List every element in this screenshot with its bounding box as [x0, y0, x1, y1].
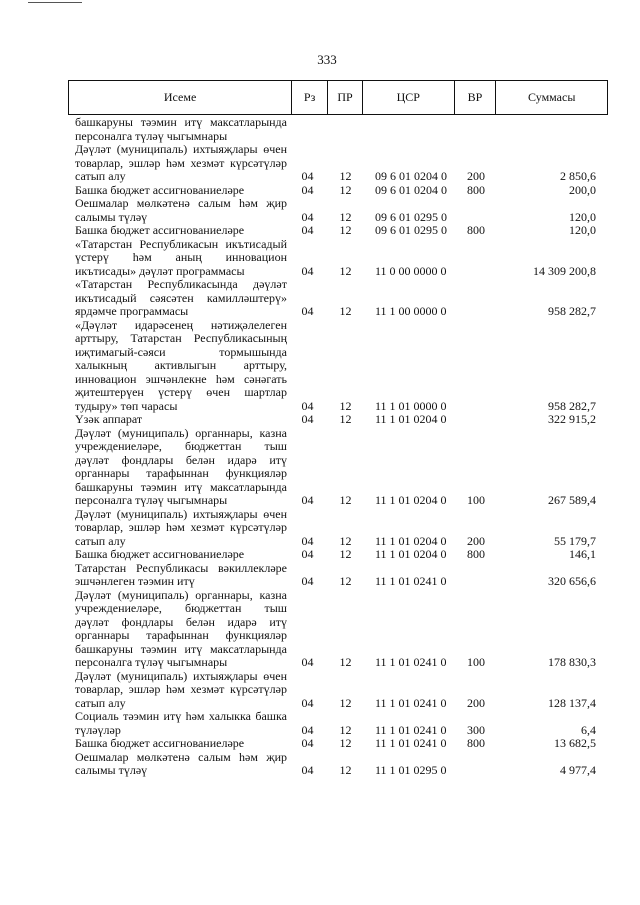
row-name-line: персоналга түләү чыгымнары: [75, 655, 228, 669]
table-row: [68, 670, 608, 711]
row-name-cell: [68, 413, 292, 427]
row-name-line: тудыру» төп чарасы: [75, 398, 178, 413]
row-name-line: «Татарстан Республикасын икътисадый: [75, 236, 287, 251]
row-name-line: Башка бюджет ассигнованиеләре: [75, 547, 245, 561]
row-rz-cell: 04: [301, 574, 314, 588]
row-csr-cell: 11 1 01 0241 0: [375, 695, 447, 710]
row-name-line: товарлар, эшләр һәм хезмәт күрсәтүләр: [75, 682, 287, 696]
row-pr-cell: 12: [339, 412, 352, 426]
row-pr-cell: 12: [339, 655, 352, 669]
row-sum-cell: 14 309 200,8: [533, 263, 596, 278]
row-name-line: башкаруны тәэмин итү максатларында: [75, 479, 287, 494]
row-name-line: җитештерүен үстерү өчен шартлар: [75, 385, 287, 399]
header-pr: ПР: [328, 81, 363, 114]
row-rz-cell: 04: [301, 223, 314, 237]
row-pr-cell: 12: [339, 169, 352, 183]
row-vr-cell: 800: [467, 182, 485, 197]
row-vr-cell: 200: [467, 169, 485, 183]
row-name-line: Социаль тәэмин итү һәм халыкка башка: [75, 709, 287, 723]
row-sum-cell: 178 830,3: [548, 655, 596, 669]
row-pr-cell: 12: [339, 695, 352, 710]
row-vr-cell: [455, 764, 497, 778]
row-rz-cell: 04: [301, 493, 314, 507]
row-csr-cell: 11 1 01 0295 0: [375, 763, 447, 777]
row-pr-cell: 12: [339, 574, 352, 588]
row-vr-cell: 100: [467, 493, 485, 507]
row-pr-cell: [328, 130, 363, 144]
row-name-line: товарлар, эшләр һәм хезмәт күрсәтүләр: [75, 155, 287, 170]
row-name-cell: [68, 224, 292, 238]
row-sum-cell: 128 137,4: [548, 695, 596, 710]
table-body: [68, 116, 608, 778]
row-name-cell: [68, 278, 292, 319]
row-pr-cell: 12: [339, 533, 352, 548]
table-row: [68, 562, 608, 589]
row-name-line: түләүләр: [75, 722, 121, 737]
row-name-cell: [68, 751, 292, 778]
row-vr-cell: 300: [467, 722, 485, 737]
row-name-cell: [68, 737, 292, 751]
row-sum-cell: 320 656,6: [548, 574, 596, 588]
row-name-line: Башка бюджет ассигнованиеләре: [75, 182, 245, 197]
row-vr-cell: [455, 400, 497, 414]
row-pr-cell: 12: [339, 209, 352, 224]
row-csr-cell: 09 6 01 0295 0: [375, 209, 447, 224]
row-name-line: инновацион эшчәнлекне һәм сәнәгать: [75, 371, 287, 386]
row-name-line: Үзәк аппарат: [75, 412, 143, 426]
row-csr-cell: 11 1 01 0241 0: [375, 736, 447, 750]
row-name-line: Дәүләт (муниципаль) ихтыяҗлары өчен: [75, 506, 287, 521]
table-row: [68, 589, 608, 670]
table-row: [68, 238, 608, 279]
row-rz-cell: 04: [301, 169, 314, 183]
row-name-line: Татарстан Республикасы вәкиллекләре: [75, 560, 287, 575]
row-name-line: сатып алу: [75, 533, 126, 548]
row-name-line: Башка бюджет ассигнованиеләре: [75, 223, 245, 237]
row-pr-cell: 12: [339, 398, 352, 413]
page-number: 333: [317, 52, 337, 67]
row-rz-cell: 04: [301, 722, 314, 737]
row-name-cell: [68, 589, 292, 670]
row-csr-cell: 09 6 01 0204 0: [375, 169, 447, 183]
row-name-cell: [68, 116, 292, 143]
row-name-line: икътисады» дәүләт программасы: [75, 263, 245, 278]
row-csr-cell: 11 1 01 0000 0: [375, 398, 447, 413]
row-name-line: икътисадый сәясәтен камилләштерү»: [75, 290, 287, 305]
row-sum-cell: 200,0: [569, 182, 596, 197]
row-name-cell: [68, 184, 292, 198]
row-csr-cell: 11 1 01 0241 0: [375, 574, 447, 588]
table-row: [68, 319, 608, 414]
table-row: [68, 710, 608, 737]
row-pr-cell: 12: [339, 182, 352, 197]
row-name-cell: [68, 670, 292, 711]
row-csr-cell: 11 1 01 0204 0: [375, 412, 447, 426]
row-vr-cell: [455, 265, 497, 279]
row-pr-cell: 12: [339, 263, 352, 278]
row-sum-cell: [497, 130, 608, 144]
row-sum-cell: 13 682,5: [554, 736, 596, 750]
row-name-line: Дәүләт (муниципаль) органнары, казна: [75, 587, 287, 602]
row-sum-cell: 120,0: [569, 223, 596, 237]
row-name-line: учреждениеләре, бюджеттан тыш: [75, 439, 287, 453]
row-rz-cell: 04: [301, 655, 314, 669]
row-pr-cell: 12: [339, 304, 352, 318]
row-sum-cell: 2 850,6: [560, 169, 596, 183]
row-name-cell: [68, 562, 292, 589]
row-name-line: органнары тарафыннан функцияләр: [75, 466, 287, 480]
row-rz-cell: 04: [301, 533, 314, 548]
row-csr-cell: 09 6 01 0295 0: [375, 223, 447, 237]
table-row: [68, 413, 608, 427]
row-sum-cell: 146,1: [569, 547, 596, 561]
header-rz: Рз: [292, 81, 328, 114]
row-name-line: Башка бюджет ассигнованиеләре: [75, 736, 245, 750]
row-name-line: иҗтимагый-сәяси тормышында: [75, 344, 287, 359]
row-name-line: персоналга түләү чыгымнары: [75, 493, 228, 507]
row-sum-cell: 6,4: [581, 722, 596, 737]
row-name-line: башкаруны тәэмин итү максатларында: [75, 115, 287, 129]
row-vr-cell: [455, 413, 497, 427]
row-csr-cell: 11 0 00 0000 0: [375, 263, 447, 278]
row-rz-cell: 04: [301, 304, 314, 318]
row-name-line: дәүләт фондлары белән идарә итү: [75, 614, 287, 629]
table-row: [68, 427, 608, 508]
row-name-cell: [68, 508, 292, 549]
row-pr-cell: 12: [339, 722, 352, 737]
row-csr-cell: 11 1 01 0204 0: [375, 493, 447, 507]
row-name-line: «Татарстан Республикасында дәүләт: [75, 277, 287, 291]
row-name-line: Дәүләт (муниципаль) ихтыяҗлары өчен: [75, 142, 287, 156]
row-rz-cell: 04: [301, 695, 314, 710]
row-name-line: башкаруны тәэмин итү максатларында: [75, 641, 287, 656]
table-row: [68, 751, 608, 778]
row-name-line: персоналга түләү чыгымнары: [75, 128, 228, 143]
row-name-line: эшчәнлеген тәэмин итү: [75, 574, 195, 588]
row-name-line: үстерү һәм аның инновацион: [75, 250, 287, 264]
table-row: [68, 143, 608, 184]
row-pr-cell: 12: [339, 493, 352, 507]
table-row: [68, 197, 608, 224]
row-sum-cell: 322 915,2: [548, 412, 596, 426]
row-name-line: учреждениеләре, бюджеттан тыш: [75, 601, 287, 615]
row-name-cell: [68, 548, 292, 562]
row-vr-cell: [455, 575, 497, 589]
row-name-line: салымы түләү: [75, 763, 148, 777]
row-name-line: Дәүләт (муниципаль) ихтыяҗлары өчен: [75, 668, 287, 683]
row-vr-cell: 800: [467, 736, 485, 750]
row-name-line: Оешмалар мөлкәтенә салым һәм җир: [75, 749, 287, 764]
row-csr-cell: [363, 130, 455, 144]
row-sum-cell: 267 589,4: [548, 493, 596, 507]
row-name-line: Оешмалар мөлкәтенә салым һәм җир: [75, 196, 287, 210]
row-csr-cell: 11 1 01 0241 0: [375, 722, 447, 737]
row-vr-cell: 200: [467, 695, 485, 710]
row-name-cell: [68, 710, 292, 737]
row-name-line: Дәүләт (муниципаль) органнары, казна: [75, 425, 287, 440]
row-rz-cell: 04: [301, 209, 314, 224]
row-rz-cell: 04: [301, 547, 314, 561]
row-name-line: дәүләт фондлары белән идарә итү: [75, 452, 287, 467]
row-rz-cell: 04: [301, 263, 314, 278]
row-vr-cell: 200: [467, 533, 485, 548]
row-sum-cell: 55 179,7: [554, 533, 596, 548]
row-name-line: сатып алу: [75, 695, 126, 710]
row-name-line: арттыру, Татарстан Республикасының: [75, 331, 287, 345]
row-name-cell: [68, 319, 292, 414]
table-header: [68, 80, 608, 115]
row-sum-cell: 958 282,7: [548, 304, 596, 318]
table-row: [68, 508, 608, 549]
row-name-line: «Дәүләт идарәсенең нәтиҗәлелеген: [75, 317, 287, 332]
row-name-line: салымы түләү: [75, 209, 148, 224]
row-name-line: ярдәмче программасы: [75, 304, 189, 318]
header-csr: ЦСР: [363, 81, 455, 114]
row-rz-cell: 04: [301, 398, 314, 413]
row-sum-cell: 958 282,7: [548, 398, 596, 413]
row-name-cell: [68, 238, 292, 279]
table-row: [68, 224, 608, 238]
row-vr-cell: 800: [467, 547, 485, 561]
row-vr-cell: 100: [467, 655, 485, 669]
row-sum-cell: 4 977,4: [560, 763, 596, 777]
row-vr-cell: [455, 130, 497, 144]
row-pr-cell: 12: [339, 736, 352, 750]
row-name-cell: [68, 197, 292, 224]
row-name-line: сатып алу: [75, 169, 126, 183]
header-vr: ВР: [455, 81, 497, 114]
row-vr-cell: [455, 305, 497, 319]
row-name-line: товарлар, эшләр һәм хезмәт күрсәтүләр: [75, 520, 287, 534]
row-vr-cell: 800: [467, 223, 485, 237]
table-row: [68, 737, 608, 751]
table-row: [68, 278, 608, 319]
table-row: [68, 548, 608, 562]
row-name-line: органнары тарафыннан функцияләр: [75, 628, 287, 642]
row-vr-cell: [455, 211, 497, 225]
table-row: [68, 184, 608, 198]
row-csr-cell: 11 1 01 0204 0: [375, 547, 447, 561]
row-pr-cell: 12: [339, 763, 352, 777]
row-rz-cell: [292, 130, 328, 144]
table-row: [68, 116, 608, 143]
row-rz-cell: 04: [301, 412, 314, 426]
row-pr-cell: 12: [339, 223, 352, 237]
row-csr-cell: 11 1 01 0241 0: [375, 655, 447, 669]
row-csr-cell: 09 6 01 0204 0: [375, 182, 447, 197]
row-pr-cell: 12: [339, 547, 352, 561]
row-name-cell: [68, 427, 292, 508]
row-rz-cell: 04: [301, 182, 314, 197]
row-csr-cell: 11 1 00 0000 0: [375, 304, 447, 318]
row-name-line: халыкның активлыгын арттыру,: [75, 358, 287, 372]
row-csr-cell: 11 1 01 0204 0: [375, 533, 447, 548]
row-name-cell: [68, 143, 292, 184]
row-sum-cell: 120,0: [569, 209, 596, 224]
row-rz-cell: 04: [301, 736, 314, 750]
header-name: Исеме: [69, 81, 292, 114]
header-sum: Суммасы: [528, 90, 576, 104]
scan-edge-line: [28, 2, 82, 3]
row-rz-cell: 04: [301, 763, 314, 777]
